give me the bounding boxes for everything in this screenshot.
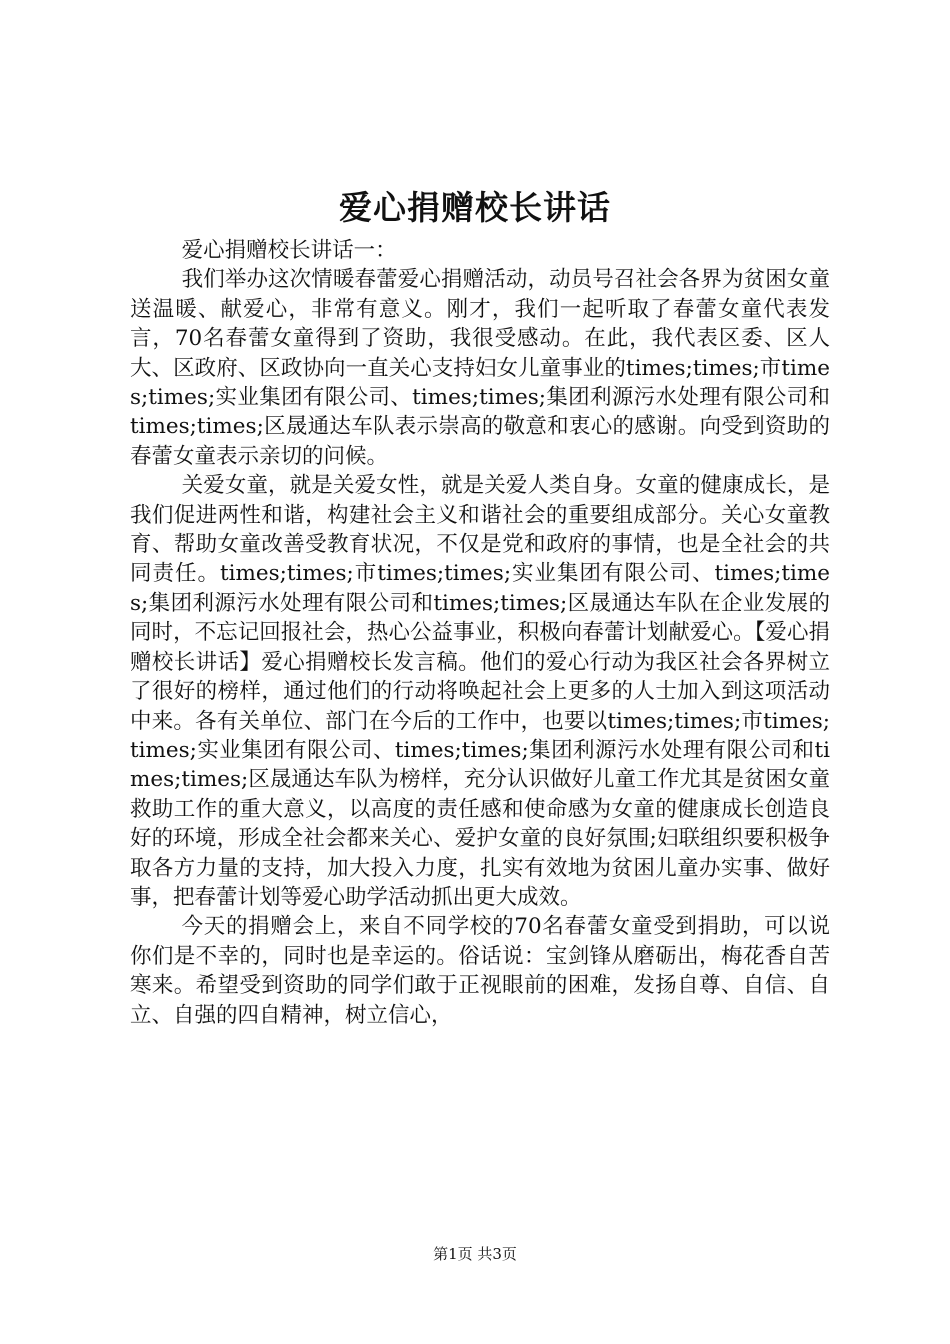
paragraph: 我们举办这次情暖春蕾爱心捐赠活动，动员号召社会各界为贫困女童送温暖、献爱心，非常有意义。刚才，我们一起听取了春蕾女童代表发言，70名春蕾女童得到了资助，我很受感动。在此，我代表区委、区人大、区政府、区政协向一直关心支持妇女儿童事业的times;times;市times;times;实业集团有限公司、times;times;集团利源污水处理有限公司和times;times;区晟通达车队表示崇高的敬意和衷心的感谢。向受到资助的春蕾女童表示亲切的问候。 (130, 267, 830, 469)
paragraph: 今天的捐赠会上，来自不同学校的70名春蕾女童受到捐助，可以说你们是不幸的，同时也是幸运的。俗话说：宝剑锋从磨砺出，梅花香自苦寒来。希望受到资助的同学们敢于正视眼前的困难，发扬自尊、自信、自立、自强的四自精神，树立信心， (130, 914, 830, 1028)
page-footer: 第1页 共3页 (433, 1245, 517, 1263)
document-title: 爱心捐赠校长讲话 (339, 188, 611, 227)
paragraph: 关爱女童，就是关爱女性，就是关爱人类自身。女童的健康成长，是我们促进两性和谐，构建社会主义和谐社会的重要组成部分。关心女童教育、帮助女童改善受教育状况，不仅是党和政府的事情，也是全社会的共同责任。times;times;市times;times;实业集团有限公司、times;times;集团利源污水处理有限公司和times;times;区晟通达车队在企业发展的同时，不忘记回报社会，热心公益事业，积极向春蕾计划献爱心。【爱心捐赠校长讲话】爱心捐赠校长发言稿。他们的爱心行动为我区社会各界树立了很好的榜样，通过他们的行动将唤起社会上更多的人士加入到这项活动中来。各有关单位、部门在今后的工作中，也要以times;times;市times;times;实业集团有限公司、times;times;集团利源污水处理有限公司和times;times;区晟通达车队为榜样，充分认识做好儿童工作尤其是贫困女童救助工作的重大意义，以高度的责任感和使命感为女童的健康成长创造良好的环境，形成全社会都来关心、爱护女童的良好氛围;妇联组织要积极争取各方力量的支持，加大投入力度，扎实有效地为贫困儿童办实事、做好事，把春蕾计划等爱心助学活动抓出更大成效。 (130, 473, 830, 910)
document-body (130, 236, 830, 1030)
paragraph-heading: 爱心捐赠校长讲话一： (181, 238, 397, 263)
